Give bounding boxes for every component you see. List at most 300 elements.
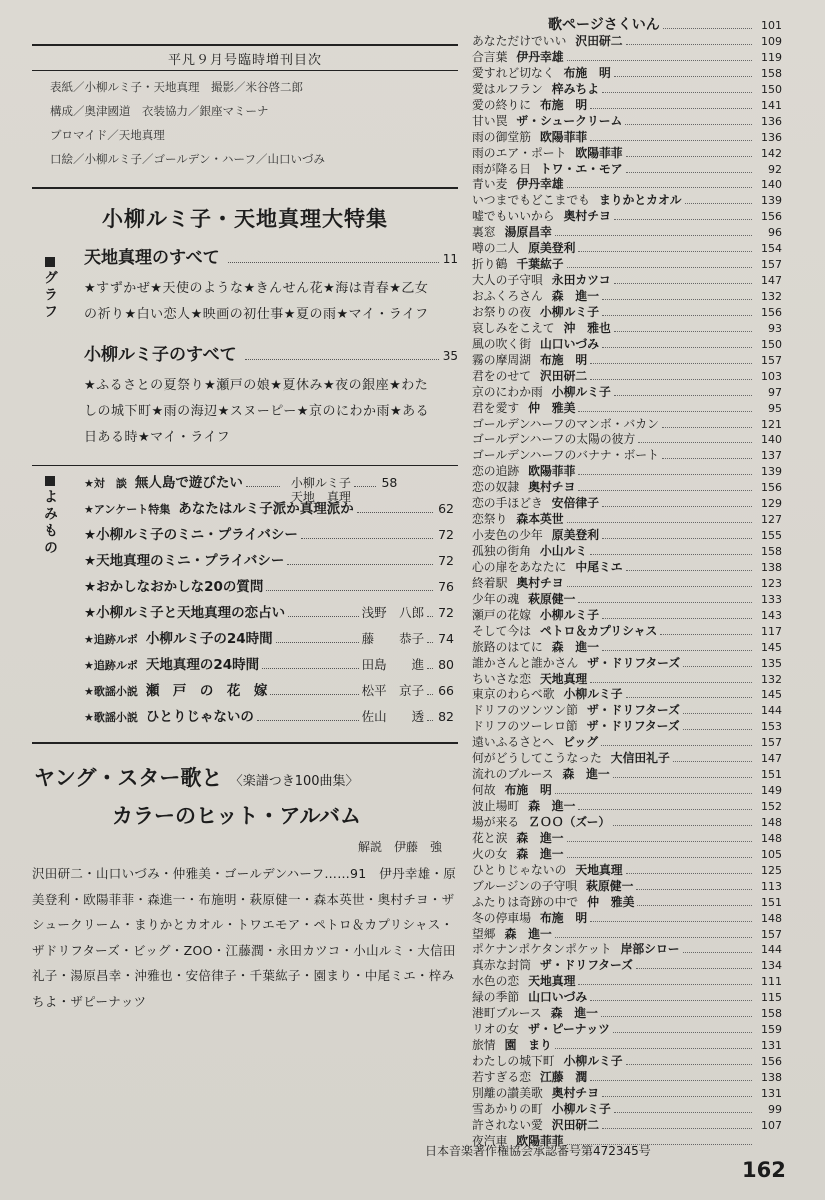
song-row[interactable] xyxy=(472,464,782,480)
leader-dots xyxy=(555,1048,752,1049)
page-number: 147 xyxy=(761,752,782,766)
song-row[interactable] xyxy=(472,1038,782,1054)
song-row[interactable] xyxy=(472,974,782,990)
song-title: 終着駅 xyxy=(472,575,508,590)
yomimono-section xyxy=(32,466,458,730)
song-row[interactable] xyxy=(472,1022,782,1038)
page-number: 119 xyxy=(761,50,782,64)
divider xyxy=(32,742,458,744)
song-row[interactable] xyxy=(472,640,782,656)
leader-dots xyxy=(357,512,433,513)
song-artist: 天地真理 xyxy=(540,671,588,686)
song-row[interactable] xyxy=(472,385,782,401)
graph-heading[interactable] xyxy=(84,243,458,268)
song-artist: 布施 明 xyxy=(563,65,611,80)
article-tag: ★追跡ルポ xyxy=(84,659,138,672)
leader-dots xyxy=(613,777,752,778)
page-number: 149 xyxy=(761,784,782,798)
page-number: 148 xyxy=(761,831,782,845)
song-title: ゴールデンハーフのマンボ・バカン xyxy=(472,416,659,431)
page-number: 138 xyxy=(761,560,782,574)
song-row[interactable] xyxy=(472,911,782,927)
song-row[interactable] xyxy=(472,225,782,241)
yomimono-row[interactable] xyxy=(84,496,454,522)
song-artist: 小柳ルミ子 xyxy=(563,1054,623,1068)
leader-dots xyxy=(683,952,752,953)
leader-dots xyxy=(288,616,358,617)
song-row[interactable] xyxy=(472,703,782,719)
song-row[interactable] xyxy=(472,257,782,273)
song-row[interactable] xyxy=(472,305,782,321)
song-artist: 原美登利 xyxy=(551,528,599,543)
song-artist: 沢田研二 xyxy=(575,34,623,48)
song-artist: 沢田研二 xyxy=(540,368,588,383)
yomimono-row[interactable] xyxy=(84,678,454,704)
article-tag: ★アンケート特集 xyxy=(84,503,171,516)
leader-dots xyxy=(427,720,433,721)
song-row[interactable] xyxy=(472,608,782,624)
article-title: 無人島で遊びたい xyxy=(134,475,243,491)
square-bullet-icon xyxy=(45,476,55,486)
song-title: 噂の二人 xyxy=(472,241,520,256)
page-number: 115 xyxy=(761,991,782,1005)
song-row[interactable] xyxy=(472,401,782,417)
song-index-title-row xyxy=(472,14,782,34)
yomimono-row[interactable] xyxy=(84,574,454,600)
song-artist: 小柳ルミ子 xyxy=(540,304,599,319)
song-row[interactable] xyxy=(472,146,782,162)
song-title: 裏窓 xyxy=(472,225,496,240)
song-row[interactable] xyxy=(472,273,782,289)
page-number: 147 xyxy=(761,274,782,288)
song-title: 許されない愛 xyxy=(472,1117,543,1132)
song-title: いつまでもどこまでも xyxy=(472,193,590,208)
graph-body: ★ふるさとの夏祭り★瀬戸の娘★夏休み★夜の銀座★わたしの城下町★雨の海辺★スヌーピー★京のにわか雨★ある日ある時★マイ・ライフ xyxy=(84,378,430,445)
article-tag: ★追跡ルポ xyxy=(84,633,138,646)
leader-dots xyxy=(567,187,752,188)
song-row[interactable] xyxy=(472,448,782,464)
leader-dots xyxy=(613,1032,752,1033)
song-artist: 園 まり xyxy=(504,1038,552,1053)
page-number: 157 xyxy=(761,927,782,941)
song-artist: 安倍律子 xyxy=(551,496,599,511)
song-artist: 山口いづみ xyxy=(528,990,588,1005)
song-row[interactable] xyxy=(472,592,782,608)
song-row[interactable] xyxy=(472,432,782,448)
song-title: 合言葉 xyxy=(472,49,508,64)
song-title: 青い麦 xyxy=(472,177,508,192)
page-number: 157 xyxy=(761,258,782,272)
approval-number: 日本音楽著作権協会承認番号第472345号 xyxy=(425,1144,651,1158)
graph-heading-title: 小柳ルミ子のすべて xyxy=(84,345,237,365)
leader-dots xyxy=(602,315,752,316)
song-row[interactable] xyxy=(472,114,782,130)
page-number: 139 xyxy=(761,465,782,479)
leader-dots xyxy=(683,666,752,667)
song-title: 港町ブルース xyxy=(472,1006,542,1021)
song-artist: 伊丹幸雄 xyxy=(516,177,564,192)
song-row[interactable] xyxy=(472,1054,782,1070)
leader-dots xyxy=(354,486,377,487)
song-row[interactable] xyxy=(472,417,782,433)
leader-dots xyxy=(228,262,439,263)
leader-dots xyxy=(427,616,433,617)
song-row[interactable] xyxy=(472,528,782,544)
song-artist: 布施 明 xyxy=(504,783,552,798)
song-artist: 奥村チヨ xyxy=(516,575,564,590)
song-title: 甘い罠 xyxy=(472,113,508,128)
song-title: 望郷 xyxy=(472,926,496,941)
song-row[interactable] xyxy=(472,544,782,560)
young-title-2: カラーのヒット・アルバム xyxy=(112,804,362,828)
article-tag: ★歌謡小説 xyxy=(84,685,138,698)
leader-dots xyxy=(602,92,752,93)
page-number: 156 xyxy=(761,1055,782,1068)
yomimono-label-text: よみもの xyxy=(42,489,58,557)
page-number: 143 xyxy=(761,608,782,622)
song-title: 折り鶴 xyxy=(472,257,508,272)
page-number: 117 xyxy=(761,624,782,638)
song-title: 冬の停車場 xyxy=(472,910,531,925)
page-number: 145 xyxy=(761,688,782,702)
leader-dots xyxy=(602,299,752,300)
song-title: 波止場町 xyxy=(472,799,520,813)
article-title: ひとりじゃないの xyxy=(145,709,254,725)
song-artist: 江藤 潤 xyxy=(540,1069,588,1084)
song-row[interactable] xyxy=(472,289,782,305)
song-row[interactable] xyxy=(472,496,782,512)
song-index-title: 歌ページさくいん xyxy=(548,17,660,33)
song-artist: ザ・ドリフターズ xyxy=(587,655,681,670)
page-number: 156 xyxy=(761,481,782,495)
page-number: 150 xyxy=(761,82,782,96)
song-row[interactable] xyxy=(472,847,782,863)
page-number-footer: 162 xyxy=(742,1158,786,1182)
leader-dots xyxy=(567,841,752,842)
page-number: 92 xyxy=(768,162,782,176)
song-row[interactable] xyxy=(472,735,782,751)
song-artist: ザ・ドリフターズ xyxy=(540,958,633,973)
leader-dots xyxy=(578,490,752,491)
song-title: ちいさな恋 xyxy=(472,671,531,686)
song-row[interactable] xyxy=(472,656,782,672)
leader-dots xyxy=(567,267,752,268)
song-title: 別離の讃美歌 xyxy=(472,1085,543,1100)
page-number: 72 xyxy=(438,605,454,620)
song-title: 少年の魂 xyxy=(472,591,520,606)
page-number: 148 xyxy=(761,815,782,829)
song-row[interactable] xyxy=(472,895,782,911)
yomimono-row[interactable] xyxy=(84,600,454,626)
leader-dots xyxy=(246,486,280,487)
page-number: 158 xyxy=(761,545,782,558)
leader-dots xyxy=(427,694,433,695)
page-number: 132 xyxy=(761,672,782,686)
leader-dots xyxy=(555,937,752,938)
song-artist: 天地真理 xyxy=(575,862,623,877)
song-title: 流れのブルース xyxy=(472,767,554,782)
song-row[interactable] xyxy=(472,624,782,640)
graph-section xyxy=(32,243,458,451)
article-title: 小柳ルミ子の24時間 xyxy=(145,631,273,647)
leader-dots xyxy=(567,857,752,858)
song-artist: 欧陽菲菲 xyxy=(528,464,576,479)
song-row[interactable] xyxy=(472,193,782,209)
song-row[interactable] xyxy=(472,241,782,257)
leader-dots xyxy=(578,474,752,475)
song-row[interactable] xyxy=(472,480,782,496)
song-artist: 小柳ルミ子 xyxy=(563,687,623,702)
song-title: 君を愛す xyxy=(472,400,520,415)
song-title: 東京のわらべ歌 xyxy=(472,687,555,702)
song-title: ゴールデンハーフのバナナ・ボート xyxy=(472,448,659,463)
page-number: 131 xyxy=(761,1086,782,1100)
song-artist: トワ・エ・モア xyxy=(540,161,623,176)
song-artist: 欧陽菲菲 xyxy=(540,129,588,144)
page-number: 157 xyxy=(761,353,782,367)
graph-heading[interactable] xyxy=(84,340,458,365)
song-row[interactable] xyxy=(472,337,782,353)
song-row[interactable] xyxy=(472,799,782,815)
page-number: 107 xyxy=(761,1118,782,1132)
song-title: 君をのせて xyxy=(472,368,531,383)
song-title: 火の女 xyxy=(472,846,508,861)
song-row[interactable] xyxy=(472,927,782,943)
page-number: 144 xyxy=(761,943,782,957)
page-number: 97 xyxy=(768,385,782,399)
page-number: 96 xyxy=(768,226,782,240)
song-title: 雨が降る日 xyxy=(472,161,531,176)
yomimono-row[interactable] xyxy=(84,626,454,652)
leader-dots xyxy=(602,506,752,507)
song-artist: 奥村チヨ xyxy=(563,209,611,224)
page-number: 144 xyxy=(761,704,782,718)
yomimono-row[interactable] xyxy=(84,470,454,504)
leader-dots xyxy=(673,761,752,762)
song-title: 愛すれど切なく xyxy=(472,65,555,80)
page-number: 105 xyxy=(761,847,782,861)
article-title: ★小柳ルミ子と天地真理の恋占い xyxy=(84,605,286,621)
page-number: 155 xyxy=(761,529,782,543)
page-number: 137 xyxy=(761,449,782,463)
song-title: 何がどうしてこうなった xyxy=(472,751,602,766)
song-row[interactable] xyxy=(472,82,782,98)
song-artist: 森 進一 xyxy=(562,767,610,782)
song-row[interactable] xyxy=(472,209,782,225)
song-artist: 森 進一 xyxy=(550,1006,598,1021)
song-row[interactable] xyxy=(472,719,782,735)
song-artist: 森 進一 xyxy=(516,846,564,861)
page-number: 157 xyxy=(761,736,782,750)
song-artist: ザ・ドリフターズ xyxy=(586,719,680,734)
song-row[interactable] xyxy=(472,353,782,369)
yomimono-row[interactable] xyxy=(84,548,454,574)
song-title: 哀しみをこえて xyxy=(472,320,555,335)
leader-dots xyxy=(663,28,752,29)
song-artist: 森本英世 xyxy=(516,512,564,527)
page-number: 140 xyxy=(761,178,782,192)
leader-dots xyxy=(578,411,752,412)
page-number: 151 xyxy=(761,768,782,782)
leader-dots xyxy=(602,347,752,348)
yomimono-list xyxy=(84,470,458,730)
young-byline: 解説 伊藤 強 xyxy=(357,840,442,854)
song-title: リオの女 xyxy=(472,1022,520,1037)
song-row[interactable] xyxy=(472,958,782,974)
song-row[interactable] xyxy=(472,576,782,592)
song-row[interactable] xyxy=(472,66,782,82)
song-row[interactable] xyxy=(472,879,782,895)
song-row[interactable] xyxy=(472,863,782,879)
song-title: 緑の季節 xyxy=(472,990,520,1005)
leader-dots xyxy=(626,44,752,45)
leader-dots xyxy=(301,538,433,539)
song-row[interactable] xyxy=(472,687,782,703)
song-row[interactable] xyxy=(472,34,782,50)
article-title: ★おかしなおかしな20の質問 xyxy=(84,579,264,595)
song-row[interactable] xyxy=(472,369,782,385)
page-number: 150 xyxy=(761,337,782,351)
song-row[interactable] xyxy=(472,672,782,688)
yomimono-row[interactable] xyxy=(84,652,454,678)
graph-label xyxy=(40,257,60,321)
leader-dots xyxy=(578,984,752,985)
article-author: 天地 真理 xyxy=(290,490,351,504)
song-row[interactable] xyxy=(472,815,782,831)
song-artist: 湯原昌幸 xyxy=(504,225,552,240)
song-artist: 小柳ルミ子 xyxy=(551,1101,611,1116)
song-row[interactable] xyxy=(472,751,782,767)
page-number: 145 xyxy=(761,640,782,654)
leader-dots xyxy=(614,1112,752,1113)
page-number: 131 xyxy=(761,1039,782,1053)
song-artist: まりかとカオル xyxy=(598,193,682,208)
song-row[interactable] xyxy=(472,1070,782,1086)
leader-dots xyxy=(626,570,752,571)
song-row[interactable] xyxy=(472,831,782,847)
song-row[interactable] xyxy=(472,942,782,958)
page-number: 135 xyxy=(761,656,782,670)
credit-line: 表紙／小柳ルミ子・天地真理 撮影／米谷啓二郎 xyxy=(50,80,303,94)
page-number: 103 xyxy=(761,369,782,383)
song-row[interactable] xyxy=(472,783,782,799)
song-artist: 小山ルミ xyxy=(540,544,588,558)
song-artist: ザ・ドリフターズ xyxy=(586,703,680,718)
leader-dots xyxy=(626,873,752,874)
article-author: 佐山 透 xyxy=(361,709,425,724)
song-row[interactable] xyxy=(472,767,782,783)
song-row[interactable] xyxy=(472,512,782,528)
song-row[interactable] xyxy=(472,560,782,576)
leader-dots xyxy=(578,809,752,810)
leader-dots xyxy=(590,379,752,380)
song-row[interactable] xyxy=(472,990,782,1006)
song-row[interactable] xyxy=(472,130,782,146)
song-artist: 永田カツコ xyxy=(551,273,611,288)
song-title: 恋の手ほどき xyxy=(472,496,543,511)
leader-dots xyxy=(262,668,358,669)
page-number: 152 xyxy=(761,800,782,813)
song-title: 遠いふるさとへ xyxy=(472,735,555,750)
leader-dots xyxy=(662,427,752,428)
leader-dots xyxy=(590,363,752,364)
page-number: 72 xyxy=(438,527,454,542)
song-row[interactable] xyxy=(472,1102,782,1118)
song-title: 旅情 xyxy=(472,1038,496,1053)
song-artist: 布施 明 xyxy=(540,352,588,367)
song-artist: 山口いづみ xyxy=(540,336,599,351)
song-title: 大人の子守唄 xyxy=(472,273,543,288)
toc-title: 平凡９月号臨時増刊目次 xyxy=(32,44,458,71)
song-title: 真赤な封筒 xyxy=(472,958,531,973)
page-number: 138 xyxy=(761,1070,782,1084)
leader-dots xyxy=(601,1016,752,1017)
page-number: 129 xyxy=(761,497,782,511)
page-number: 95 xyxy=(768,401,782,415)
yomimono-row[interactable] xyxy=(84,522,454,548)
leader-dots xyxy=(245,359,439,360)
song-artist: 伊丹幸雄 xyxy=(516,49,564,64)
song-artist: ビッグ xyxy=(563,735,599,750)
song-title: 若すぎる恋 xyxy=(472,1069,531,1084)
song-index xyxy=(472,14,782,1150)
song-title: わたしの城下町 xyxy=(472,1054,555,1068)
leader-dots xyxy=(626,1064,752,1065)
leader-dots xyxy=(590,1080,752,1081)
leader-dots xyxy=(683,729,752,730)
young-star-section xyxy=(32,762,458,1014)
leader-dots xyxy=(590,108,752,109)
song-row[interactable] xyxy=(472,177,782,193)
song-title: ひとりじゃないの xyxy=(472,862,567,877)
song-artist: 森 進一 xyxy=(551,289,599,303)
song-title: 場が来る xyxy=(472,814,520,829)
page-number: 148 xyxy=(761,911,782,925)
song-row[interactable] xyxy=(472,321,782,337)
leader-dots xyxy=(590,921,752,922)
song-title: 心の扉をあなたに xyxy=(472,559,567,574)
young-title-1 xyxy=(32,762,458,792)
song-title: 誰かさんと誰かさん xyxy=(472,655,579,670)
song-row[interactable] xyxy=(472,1118,782,1134)
song-row[interactable] xyxy=(472,1086,782,1102)
page-number: 11 xyxy=(442,252,458,266)
song-row[interactable] xyxy=(472,98,782,114)
page-number: 35 xyxy=(442,349,458,363)
article-author: 田島 進 xyxy=(361,657,425,672)
page-number: 133 xyxy=(761,592,782,606)
song-row[interactable] xyxy=(472,162,782,178)
square-bullet-icon xyxy=(45,257,55,267)
song-title: 何故 xyxy=(472,783,496,798)
song-artist: 欧陽菲菲 xyxy=(516,1133,564,1148)
graph-label-text: グラフ xyxy=(42,270,58,321)
page-number: 154 xyxy=(761,242,782,256)
credit-line: 構成／奥津國道 衣装協力／銀座マミーナ xyxy=(50,104,269,118)
article-title: あなたはルミ子派か真理派か xyxy=(178,501,354,517)
song-row[interactable] xyxy=(472,50,782,66)
song-artist: 沖 雅也 xyxy=(563,320,611,335)
article-title: 天地真理の24時間 xyxy=(145,657,260,673)
leader-dots xyxy=(270,694,358,695)
leader-dots xyxy=(602,650,752,651)
song-artist: ＺＯＯ（ズー） xyxy=(528,814,611,829)
song-artist: 布施 明 xyxy=(540,97,588,112)
yomimono-row[interactable] xyxy=(84,704,454,730)
song-row[interactable] xyxy=(472,1006,782,1022)
article-author: 藤 恭子 xyxy=(361,631,425,646)
leader-dots xyxy=(567,60,752,61)
